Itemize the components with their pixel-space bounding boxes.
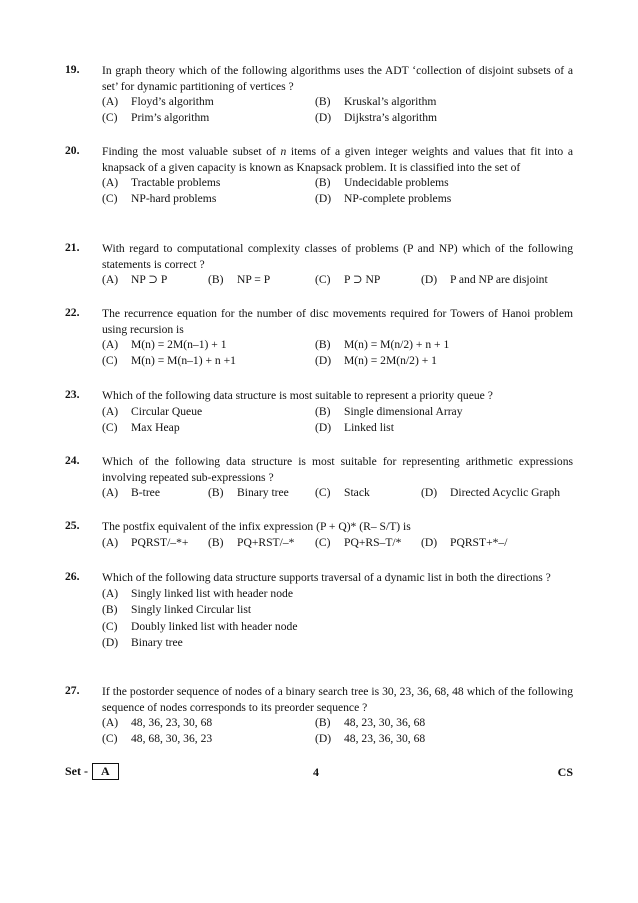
option-d: (D) NP-complete problems [315,192,452,205]
options-row [102,110,573,126]
question-number: 19. [65,63,80,76]
option-d: (D) Binary tree [102,636,183,649]
option-b: (B) Kruskal’s algorithm [315,95,437,108]
question-number: 21. [65,241,80,254]
question-stem: Which of the following data structure is most suitable for representing arithmetic expressions involving repeated sub-expressions ? [102,455,573,484]
options-list [102,586,573,652]
question-number: 26. [65,570,80,583]
option-d: (D) 48, 23, 36, 30, 68 [315,732,426,745]
question-stem: In graph theory which of the following algorithms uses the ADT ‘collection of disjoint subsets of a set’ for dynamic partitioning of vertices ? [102,64,573,93]
page-footer [65,763,573,783]
option-d: (D) M(n) = 2M(n/2) + 1 [315,354,437,367]
option-d: (D) Directed Acyclic Graph [421,486,561,499]
options-row [102,731,573,747]
question-stem: The postfix equivalent of the infix expression (P + Q)* (R– S/T) is [102,520,411,533]
option-a: (A) Floyd’s algorithm [102,95,214,108]
option-c: (C) Prim’s algorithm [102,111,210,124]
option-b: (B) 48, 23, 30, 36, 68 [315,716,426,729]
question-27 [65,684,573,747]
question-stem: Which of the following data structure supports traversal of a dynamic list in both the directions ? [102,571,551,584]
options-row [102,420,573,436]
option-d: (D) P and NP are disjoint [421,273,548,286]
question-23 [65,388,573,436]
question-22 [65,306,573,369]
set-label: Set - [65,764,88,778]
option-a: (A) Circular Queue [102,404,203,418]
option-b: (B) NP = P [208,273,271,286]
question-21 [65,241,573,288]
options-row [102,337,573,353]
option-b: (B) Single dimensional Array [315,404,463,418]
question-number: 25. [65,519,80,532]
question-stem: If the postorder sequence of nodes of a binary search tree is 30, 23, 36, 68, 48 which of the following sequence of nodes corresponds to its preorder sequence ? [102,685,573,714]
option-a: (A) NP ⊃ P [102,273,168,286]
question-number: 23. [65,388,80,401]
question-24 [65,454,573,501]
option-a: (A) M(n) = 2M(n–1) + 1 [102,338,227,351]
option-c: (C) Doubly linked list with header node [102,619,298,633]
option-a: (A) PQRST/–*+ [102,535,189,549]
question-number: 20. [65,144,80,157]
page-number: 4 [313,765,319,779]
options-row [102,485,573,501]
option-d: (D) Linked list [315,420,394,434]
question-stem: The recurrence equation for the number of disc movements required for Towers of Hanoi problem using recursion is [102,307,573,336]
subject-code: CS [557,765,573,779]
option-c: (C) Max Heap [102,420,180,434]
question-19 [65,63,573,126]
options-row [102,272,573,288]
question-stem: Finding the most valuable subset of n items of a given integer weights and values that fit into a knapsack of a given capacity is known as Knapsack problem. It is classified into the set of [102,145,573,174]
option-b: (B) Singly linked Circular list [102,603,252,616]
question-number: 24. [65,454,80,467]
option-a: (A) 48, 36, 23, 30, 68 [102,716,213,729]
options-row [102,191,573,207]
options-row [102,353,573,369]
question-stem: With regard to computational complexity classes of problems (P and NP) which of the following statements is correct ? [102,242,573,271]
option-a: (A) B-tree [102,486,160,499]
option-c: (C) 48, 68, 30, 36, 23 [102,732,213,745]
question-number: 27. [65,684,80,697]
set-code-box: A [92,763,119,780]
option-d: (D) Dijkstra’s algorithm [315,111,438,124]
option-d: (D) PQRST+*–/ [421,535,508,549]
option-a: (A) Singly linked list with header node [102,586,293,600]
option-c: (C) P ⊃ NP [315,273,381,286]
question-number: 22. [65,306,80,319]
question-26 [65,570,573,652]
options-row [102,715,573,731]
question-20 [65,144,573,207]
question-stem: Which of the following data structure is most suitable to represent a priority queue ? [102,389,493,402]
option-b: (B) Undecidable problems [315,176,449,189]
option-c: (C) Stack [315,486,370,499]
question-25 [65,519,573,551]
options-row [102,94,573,110]
options-row [102,175,573,191]
option-c: (C) NP-hard problems [102,192,217,205]
options-row [102,404,573,420]
option-a: (A) Tractable problems [102,176,221,189]
option-b: (B) M(n) = M(n/2) + n + 1 [315,338,450,351]
option-b: (B) Binary tree [208,486,289,499]
option-b: (B) PQ+RST/–* [208,535,295,549]
options-row [102,535,573,551]
option-c: (C) M(n) = M(n–1) + n +1 [102,354,236,367]
option-c: (C) PQ+RS–T/* [315,535,402,549]
